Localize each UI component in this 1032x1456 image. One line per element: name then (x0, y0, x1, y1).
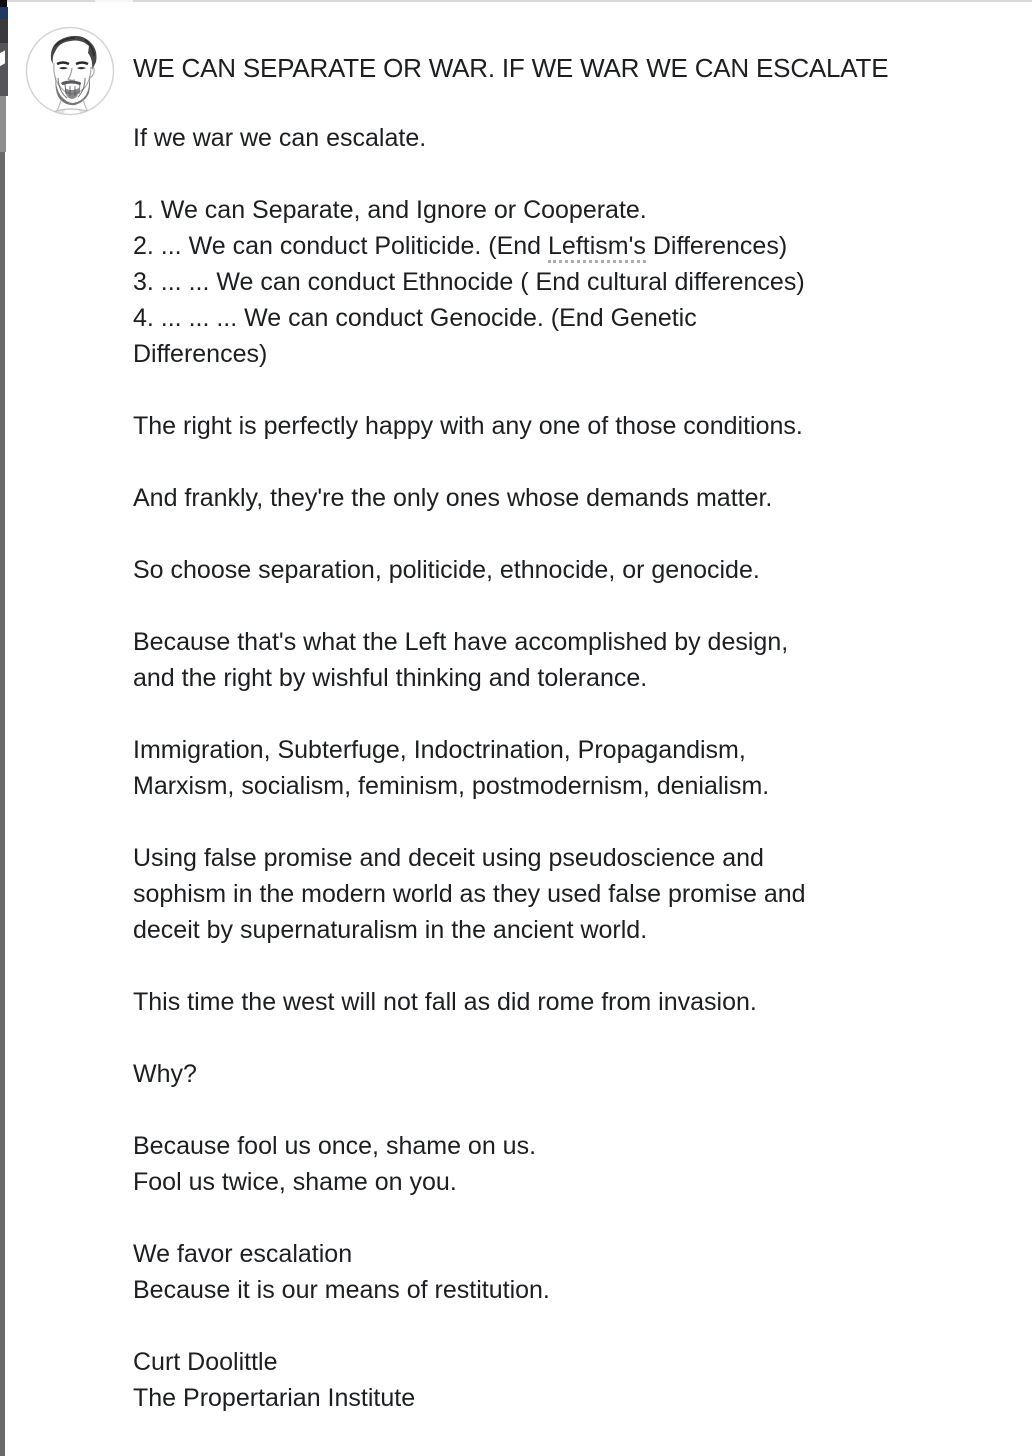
author-avatar[interactable] (25, 26, 115, 116)
paragraph (133, 840, 993, 948)
text-line: Why? (133, 1060, 197, 1088)
text-line: We favor escalation (133, 1240, 353, 1268)
post-body (133, 120, 993, 1416)
paragraph (133, 408, 993, 444)
left-edge-artifact (0, 0, 10, 1456)
text-line: Marxism, socialism, feminism, postmodernism, denialism. (133, 772, 770, 800)
paragraph (133, 984, 993, 1020)
text-line: Immigration, Subterfuge, Indoctrination, Propagandism, (133, 736, 746, 764)
text-line: sophism in the modern world as they used false promise and (133, 880, 806, 908)
text-line: 2. ... We can conduct Politicide. (End Leftism's Differences) (133, 228, 993, 264)
text-line: This time the west will not fall as did rome from invasion. (133, 988, 757, 1016)
edge-segment (0, 7, 8, 19)
paragraph (133, 192, 993, 372)
post-content (133, 50, 993, 1416)
text-line: If we war we can escalate. (133, 124, 427, 152)
paragraph (133, 1128, 993, 1200)
paragraph (133, 120, 993, 156)
paragraph (133, 1344, 993, 1416)
text-line: So choose separation, politicide, ethnocide, or genocide. (133, 556, 760, 584)
text-line: Because fool us once, shame on us. (133, 1132, 537, 1160)
text-line: Fool us twice, shame on you. (133, 1168, 457, 1196)
text-line: and the right by wishful thinking and tolerance. (133, 664, 648, 692)
paragraph (133, 1056, 993, 1092)
paragraph (133, 732, 993, 804)
text-line: Using false promise and deceit using pseudoscience and (133, 844, 764, 872)
edge-segment (0, 19, 8, 43)
text-line: The right is perfectly happy with any one of those conditions. (133, 412, 803, 440)
text-line: 1. We can Separate, and Ignore or Cooperate. (133, 196, 647, 224)
text-line: Differences) (133, 340, 268, 368)
edge-segment (0, 152, 5, 1456)
bearded-man-sketch-icon (25, 26, 115, 116)
text-line: 4. ... ... ... We can conduct Genocide. (End Genetic (133, 304, 697, 332)
top-edge-gap (95, 0, 133, 2)
text-line: Because that's what the Left have accomplished by design, (133, 628, 789, 656)
text-line: Curt Doolittle (133, 1348, 278, 1376)
post-title: WE CAN SEPARATE OR WAR. IF WE WAR WE CAN ESCALATE (133, 53, 889, 83)
text-line: deceit by supernaturalism in the ancient world. (133, 916, 648, 944)
text-line: The Propertarian Institute (133, 1384, 416, 1412)
spellcheck-underlined-word: Leftism's (548, 232, 646, 263)
text-line: 3. ... ... We can conduct Ethnocide ( End cultural differences) (133, 268, 805, 296)
edge-segment (0, 0, 7, 7)
text-line: Because it is our means of restitution. (133, 1276, 550, 1304)
paragraph (133, 624, 993, 696)
text-line: And frankly, they're the only ones whose demands matter. (133, 484, 773, 512)
paragraph (133, 552, 993, 588)
paragraph (133, 1236, 993, 1308)
paragraph (133, 480, 993, 516)
top-edge-artifact (7, 0, 1032, 2)
edge-segment (0, 96, 6, 152)
